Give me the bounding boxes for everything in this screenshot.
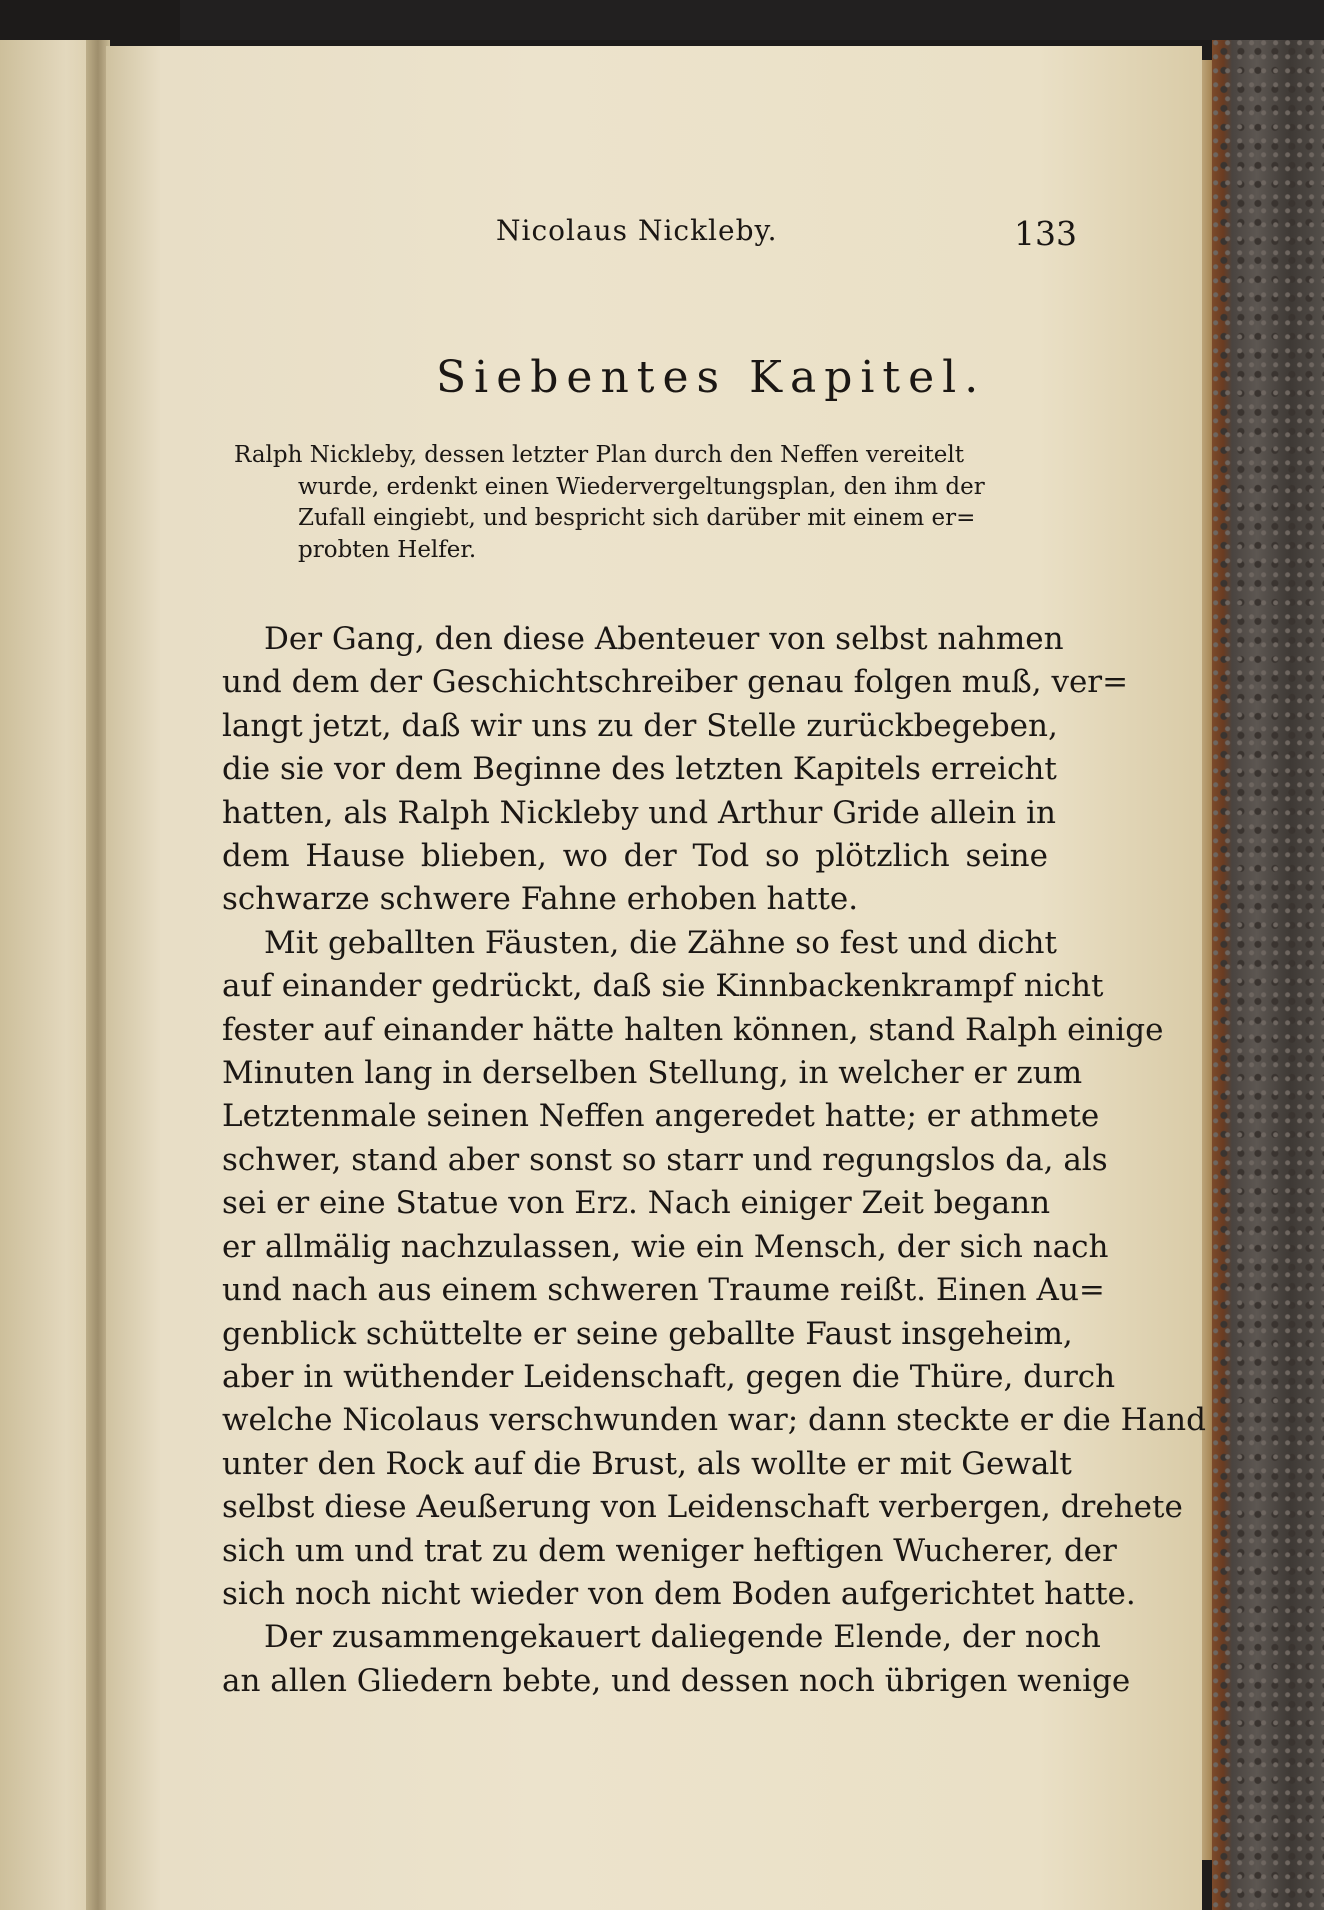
page-number: 133	[1014, 214, 1077, 253]
summary-line: Zufall eingiebt, und bespricht sich darüber mit einem er=	[298, 505, 976, 531]
body-line: und dem der Geschichtschreiber genau folgen muß, ver=	[222, 664, 1129, 701]
body-line: an allen Gliedern bebte, und dessen noch übrigen wenige	[222, 1662, 1131, 1699]
body-text	[222, 618, 1206, 1703]
body-line: fester auf einander hätte halten können, stand Ralph einige	[222, 1011, 1164, 1048]
book-page	[106, 46, 1206, 1910]
body-line: sei er eine Statue von Erz. Nach einiger Zeit begann	[222, 1185, 1051, 1222]
body-line: unter den Rock auf die Brust, als wollte er mit Gewalt	[222, 1445, 1072, 1482]
body-line: auf einander gedrückt, daß sie Kinnbackenkrampf nicht	[222, 968, 1104, 1005]
body-line: selbst diese Aeußerung von Leidenschaft verbergen, drehete	[222, 1489, 1183, 1526]
summary-line: probten Helfer.	[298, 536, 477, 563]
body-line: sich noch nicht wieder von dem Boden aufgerichtet hatte.	[222, 1575, 1136, 1612]
body-line: Der zusammengekauert daliegende Elende, der noch	[264, 1619, 1101, 1656]
body-line: schwarze schwere Fahne erhoben hatte.	[222, 881, 859, 918]
body-line: und nach aus einem schweren Traume reißt. Einen Au=	[222, 1272, 1105, 1309]
body-line: aber in wüthender Leidenschaft, gegen die Thüre, durch	[222, 1358, 1116, 1395]
chapter-title: Siebentes Kapitel.	[436, 352, 987, 403]
body-line: die sie vor dem Beginne des letzten Kapitels erreicht	[222, 751, 1057, 788]
chapter-summary	[234, 440, 1034, 566]
body-line: dem Hause blieben, wo der Tod so plötzlich seine	[222, 838, 1048, 875]
book-cover	[1212, 40, 1324, 1910]
body-line: sich um und trat zu dem weniger heftigen Wucherer, der	[222, 1532, 1117, 1569]
body-line: langt jetzt, daß wir uns zu der Stelle zurückbegeben,	[222, 707, 1058, 744]
running-head-title: Nicolaus Nickleby.	[496, 214, 778, 247]
body-line: welche Nicolaus verschwunden war; dann steckte er die Hand	[222, 1402, 1206, 1439]
summary-line: Ralph Nickleby, dessen letzter Plan durch den Neffen vereitelt	[234, 442, 964, 468]
page-content	[106, 46, 1206, 1910]
body-line: Mit geballten Fäusten, die Zähne so fest und dicht	[264, 924, 1057, 961]
body-line: er allmälig nachzulassen, wie ein Mensch, der sich nach	[222, 1228, 1109, 1265]
body-line: Minuten lang in derselben Stellung, in welcher er zum	[222, 1055, 1083, 1092]
scanner-background	[180, 0, 1324, 40]
body-line: Der Gang, den diese Abenteuer von selbst nahmen	[264, 621, 1064, 657]
body-line: hatten, als Ralph Nickleby und Arthur Gride allein in	[222, 794, 1057, 831]
body-line: Letztenmale seinen Neffen angeredet hatte; er athmete	[222, 1098, 1100, 1135]
body-line: schwer, stand aber sonst so starr und regungslos da, als	[222, 1141, 1108, 1178]
summary-line: wurde, erdenkt einen Wiedervergeltungsplan, den ihm der	[298, 473, 985, 500]
body-line: genblick schüttelte er seine geballte Faust insgeheim,	[222, 1315, 1073, 1352]
